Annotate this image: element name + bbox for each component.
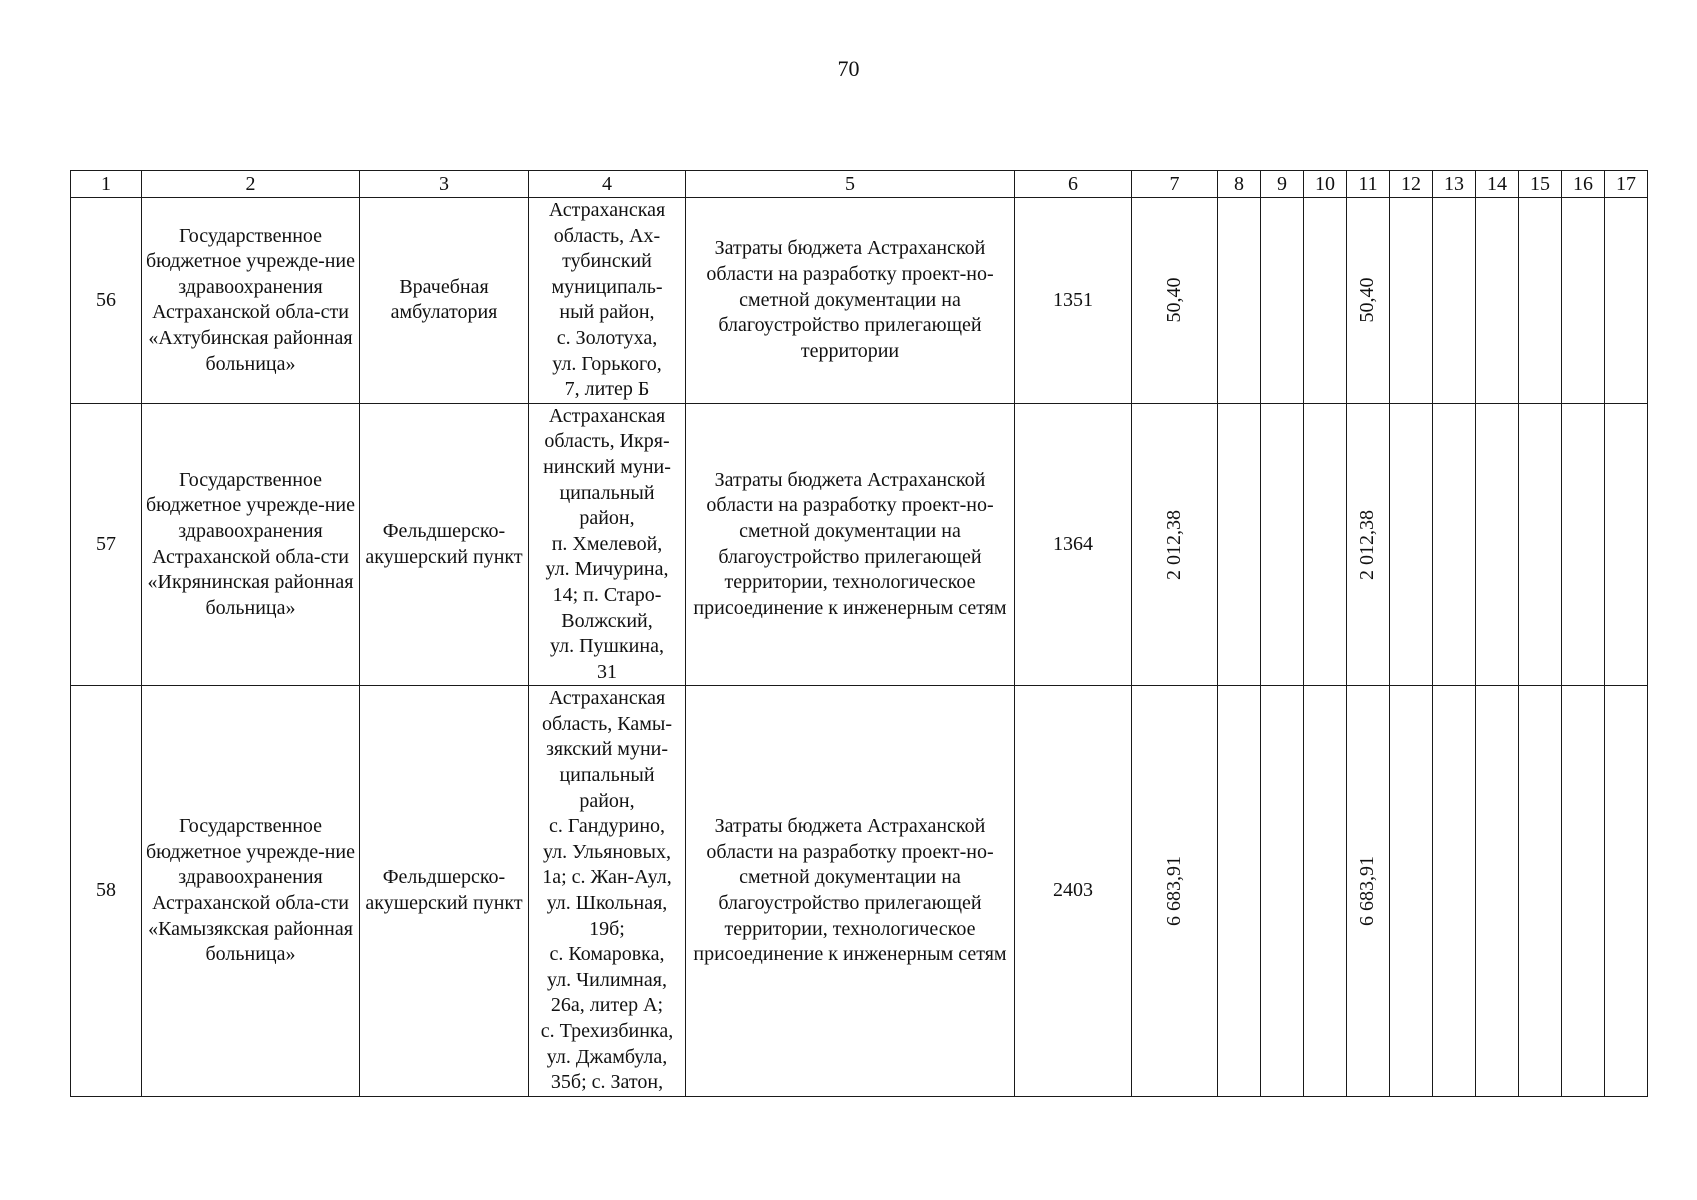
empty-cell: [1476, 403, 1519, 686]
object-type-cell: Фельдшерско-акушерский пункт: [360, 403, 529, 686]
col11-cell: [1347, 403, 1390, 686]
empty-cell: [1562, 686, 1605, 1097]
col7-value: 50,40: [1162, 277, 1185, 323]
empty-cell: [1605, 686, 1648, 1097]
object-type-cell: Врачебная амбулатория: [360, 198, 529, 404]
empty-cell: [1433, 198, 1476, 404]
empty-cell: [1433, 403, 1476, 686]
table-row: [71, 686, 1648, 1097]
expense-description-cell: Затраты бюджета Астраханской области на разработку проект-но-сметной документации на благоустройство прилегающей территории, технологическое присоединение к инженерным сетям: [686, 686, 1015, 1097]
col7-cell: [1132, 198, 1218, 404]
empty-cell: [1304, 198, 1347, 404]
table-row: [71, 198, 1648, 404]
col7-cell: [1132, 403, 1218, 686]
address-cell: Астраханская область, Камы- зякский муни- ципальный район, с. Гандурино, ул. Ульяновых, 1а; с. Жан-Аул, ул. Школьная, 19б; с. Комаровка, ул. Чилимная, 26а, литер А; с. Трехизбинка, ул. Джамбула, 35б; с. Затон,: [529, 686, 686, 1097]
empty-cell: [1218, 198, 1261, 404]
object-type-cell: Фельдшерско-акушерский пункт: [360, 686, 529, 1097]
col11-cell: [1347, 686, 1390, 1097]
column-header-8: 8: [1218, 171, 1261, 198]
empty-cell: [1304, 686, 1347, 1097]
col11-value: 50,40: [1356, 277, 1379, 323]
empty-cell: [1519, 403, 1562, 686]
empty-cell: [1390, 403, 1433, 686]
empty-cell: [1476, 198, 1519, 404]
address-cell: Астраханская область, Икря- нинский муни- ципальный район, п. Хмелевой, ул. Мичурина, 14; п. Старо- Волжский, ул. Пушкина, 31: [529, 403, 686, 686]
empty-cell: [1562, 403, 1605, 686]
institution-cell: Государственное бюджетное учрежде-ние здравоохранения Астраханской обла-сти «Камызякская районная больница»: [142, 686, 360, 1097]
column-header-17: 17: [1605, 171, 1648, 198]
col11-cell: [1347, 198, 1390, 404]
row-number: 57: [71, 403, 142, 686]
header-row: [71, 171, 1648, 198]
row-number: 58: [71, 686, 142, 1097]
column-header-6: 6: [1015, 171, 1132, 198]
column-header-5: 5: [686, 171, 1015, 198]
institution-cell: Государственное бюджетное учрежде-ние здравоохранения Астраханской обла-сти «Ахтубинская районная больница»: [142, 198, 360, 404]
empty-cell: [1261, 686, 1304, 1097]
col11-value: 2 012,38: [1356, 509, 1379, 580]
empty-cell: [1390, 686, 1433, 1097]
col6-value-cell: 2403: [1015, 686, 1132, 1097]
col7-value: 6 683,91: [1162, 856, 1185, 927]
data-table: [70, 170, 1648, 1097]
address-cell: Астраханская область, Ах- тубинский муниципаль- ный район, с. Золотуха, ул. Горького, 7, литер Б: [529, 198, 686, 404]
page-number: 70: [837, 56, 860, 81]
col11-value: 6 683,91: [1356, 856, 1379, 927]
empty-cell: [1562, 198, 1605, 404]
column-header-4: 4: [529, 171, 686, 198]
empty-cell: [1476, 686, 1519, 1097]
column-header-15: 15: [1519, 171, 1562, 198]
col7-value: 2 012,38: [1162, 509, 1185, 580]
empty-cell: [1261, 403, 1304, 686]
empty-cell: [1519, 686, 1562, 1097]
column-header-10: 10: [1304, 171, 1347, 198]
empty-cell: [1218, 403, 1261, 686]
column-header-16: 16: [1562, 171, 1605, 198]
column-header-14: 14: [1476, 171, 1519, 198]
empty-cell: [1304, 403, 1347, 686]
col6-value-cell: 1351: [1015, 198, 1132, 404]
empty-cell: [1261, 198, 1304, 404]
column-header-9: 9: [1261, 171, 1304, 198]
row-number: 56: [71, 198, 142, 404]
empty-cell: [1519, 198, 1562, 404]
empty-cell: [1433, 686, 1476, 1097]
empty-cell: [1218, 686, 1261, 1097]
empty-cell: [1605, 403, 1648, 686]
column-header-7: 7: [1132, 171, 1218, 198]
institution-cell: Государственное бюджетное учрежде-ние здравоохранения Астраханской обла-сти «Икрянинская районная больница»: [142, 403, 360, 686]
column-header-1: 1: [71, 171, 142, 198]
column-header-11: 11: [1347, 171, 1390, 198]
expense-description-cell: Затраты бюджета Астраханской области на разработку проект-но-сметной документации на благоустройство прилегающей территории: [686, 198, 1015, 404]
empty-cell: [1605, 198, 1648, 404]
expense-description-cell: Затраты бюджета Астраханской области на разработку проект-но-сметной документации на благоустройство прилегающей территории, технологическое присоединение к инженерным сетям: [686, 403, 1015, 686]
col6-value-cell: 1364: [1015, 403, 1132, 686]
column-header-13: 13: [1433, 171, 1476, 198]
empty-cell: [1390, 198, 1433, 404]
column-header-12: 12: [1390, 171, 1433, 198]
column-header-2: 2: [142, 171, 360, 198]
column-header-3: 3: [360, 171, 529, 198]
table-row: [71, 403, 1648, 686]
col7-cell: [1132, 686, 1218, 1097]
